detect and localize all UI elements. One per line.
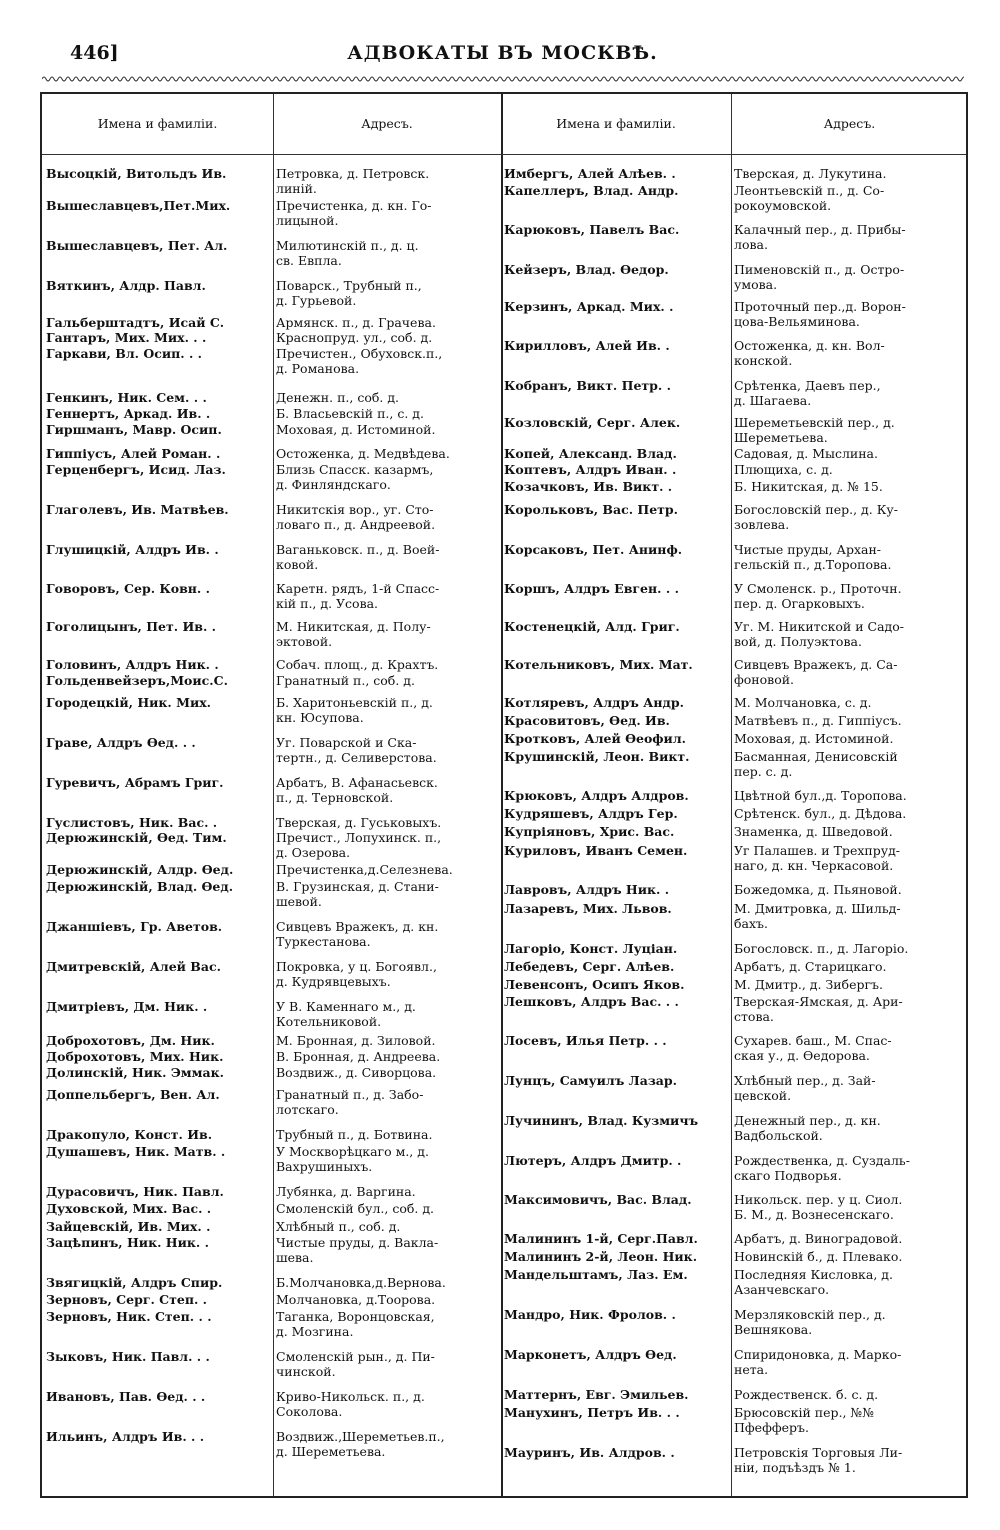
advocate-address: Б.Молчановка,д.Вернова. xyxy=(276,1276,446,1290)
advocate-name: Маттернъ, Евг. Эмильев. xyxy=(504,1388,689,1402)
advocate-name: Манухинъ, Петръ Ив. . . xyxy=(504,1406,680,1420)
advocate-name: Гальберштадтъ, Исай С. xyxy=(46,316,225,330)
advocate-address: Сухарев. баш., М. Спас- ская у., д. Ѳедорова. xyxy=(734,1034,892,1063)
advocate-address: Матвѣевъ п., д. Гиппіусъ. xyxy=(734,714,902,728)
column-header-names-right: Имена и фамиліи. xyxy=(556,116,676,131)
advocate-address: Шереметьевскій пер., д. Шереметьева. xyxy=(734,416,895,445)
advocate-address: Моховая, д. Истоминой. xyxy=(734,732,894,746)
advocate-address: Божедомка, д. Пьяновой. xyxy=(734,883,902,897)
advocate-name: Доброхотовъ, Дм. Ник. xyxy=(46,1034,215,1048)
advocate-name: Доппельбергъ, Вен. Ал. xyxy=(46,1088,220,1102)
advocate-name: Городецкій, Ник. Мих. xyxy=(46,696,212,710)
advocate-name: Капеллеръ, Влад. Андр. xyxy=(504,184,679,198)
advocate-name: Долинскій, Ник. Эммак. xyxy=(46,1066,224,1080)
advocate-name: Коршъ, Алдръ Евген. . . xyxy=(504,582,679,596)
advocate-name: Герценбергъ, Исид. Лаз. xyxy=(46,463,226,477)
advocate-name: Лосевъ, Илья Петр. . . xyxy=(504,1034,667,1048)
advocate-address: Б. Харитоньевскій п., д. кн. Юсупова. xyxy=(276,696,433,725)
advocate-address: М. Никитская, д. Полу- эктовой. xyxy=(276,620,431,649)
advocate-name: Кейзеръ, Влад. Ѳедор. xyxy=(504,263,669,277)
advocate-name: Копей, Александ. Влад. xyxy=(504,447,677,461)
advocate-name: Максимовичъ, Вас. Влад. xyxy=(504,1193,692,1207)
advocate-name: Гуслистовъ, Ник. Вас. . xyxy=(46,816,218,830)
advocate-name: Куриловъ, Иванъ Семен. xyxy=(504,844,688,858)
advocate-name: Вышеславцевъ,Пет.Мих. xyxy=(46,199,231,213)
advocate-address: Воздвиж., д. Сиворцова. xyxy=(276,1066,437,1080)
advocate-name: Красовитовъ, Ѳед. Ив. xyxy=(504,714,670,728)
advocates-table xyxy=(40,92,968,1498)
advocate-address: Хлѣбный пер., д. Зай- цевской. xyxy=(734,1074,876,1103)
advocate-name: Высоцкій, Витольдъ Ив. xyxy=(46,167,227,181)
advocate-name: Зыковъ, Ник. Павл. . . xyxy=(46,1350,210,1364)
advocate-address: Последняя Кисловка, д. Азанчевскаго. xyxy=(734,1268,893,1297)
advocate-address: Петровка, д. Петровск. линій. xyxy=(276,167,430,196)
advocate-address: Армянск. п., д. Грачева. xyxy=(276,316,436,330)
advocate-address: Гранатный п., соб. д. xyxy=(276,674,415,688)
advocate-address: Пименовскій п., д. Остро- умова. xyxy=(734,263,905,292)
advocate-name: Вяткинъ, Алдр. Павл. xyxy=(46,279,206,293)
advocate-address: Денежный пер., д. кн. Вадбольской. xyxy=(734,1114,881,1143)
advocate-name: Дурасовичъ, Ник. Павл. xyxy=(46,1185,224,1199)
advocate-address: Садовая, д. Мыслина. xyxy=(734,447,878,461)
advocate-address: Спиридоновка, д. Марко- нета. xyxy=(734,1348,902,1377)
advocate-name: Корольковъ, Вас. Петр. xyxy=(504,503,678,517)
advocate-address: Краснопруд. ул., соб. д. xyxy=(276,331,433,345)
advocate-address: Калачный пер., д. Прибы- лова. xyxy=(734,223,906,252)
advocate-address: Таганка, Воронцовская, д. Мозгина. xyxy=(276,1310,435,1339)
advocate-name: Дракопуло, Конст. Ив. xyxy=(46,1128,213,1142)
advocate-address: Никитскія вор., уг. Сто- ловаго п., д. Андреевой. xyxy=(276,503,436,532)
advocate-address: Басманная, Денисовскій пер. с. д. xyxy=(734,750,898,779)
advocate-address: У Смоленск. р., Проточн. пер. д. Огарковыхъ. xyxy=(734,582,902,611)
advocate-name: Генкинъ, Ник. Сем. . . xyxy=(46,391,207,405)
advocate-name: Кудряшевъ, Алдръ Гер. xyxy=(504,807,678,821)
advocate-address: Лубянка, д. Варгина. xyxy=(276,1185,416,1199)
advocate-name: Лазаревъ, Мих. Львов. xyxy=(504,902,672,916)
advocate-address: Чистые пруды, д. Ваклa- шева. xyxy=(276,1236,439,1265)
advocate-address: Уг. Поварской и Ска- тертн., д. Селиверстова. xyxy=(276,736,437,765)
advocate-name: Зерновъ, Серг. Степ. . xyxy=(46,1293,208,1307)
advocate-name: Козловскій, Серг. Алек. xyxy=(504,416,681,430)
advocate-address: Воздвиж.,Шереметьев.п., д. Шереметьева. xyxy=(276,1430,445,1459)
advocate-name: Геннертъ, Аркад. Ив. . xyxy=(46,407,211,421)
advocate-address: Криво-Никольск. п., д. Соколова. xyxy=(276,1390,425,1419)
advocate-name: Джаншіевъ, Гр. Аветов. xyxy=(46,920,223,934)
column-header-address-left: Адресъ. xyxy=(361,116,413,131)
advocate-name: Лютеръ, Алдръ Дмитр. . xyxy=(504,1154,682,1168)
advocate-address: Арбатъ, В. Афанасьевск. п., д. Терновской. xyxy=(276,776,438,805)
advocate-name: Зайцевскій, Ив. Мих. . xyxy=(46,1220,211,1234)
advocate-name: Ильинъ, Алдръ Ив. . . xyxy=(46,1430,205,1444)
advocate-address: В. Бронная, д. Андреева. xyxy=(276,1050,441,1064)
advocate-address: Арбатъ, д. Старицкаго. xyxy=(734,960,887,974)
column-header-names-left: Имена и фамиліи. xyxy=(97,116,218,131)
advocate-name: Козачковъ, Ив. Викт. . xyxy=(504,480,673,494)
advocate-address: Остоженка, д. Медвѣдева. xyxy=(276,447,450,461)
advocate-name: Мандельштамъ, Лаз. Ем. xyxy=(504,1268,688,1282)
advocate-address: Арбатъ, д. Виноградовой. xyxy=(734,1232,903,1246)
advocate-name: Гольденвейзеръ,Моис.С. xyxy=(46,674,228,688)
advocate-address: Срѣтенка, Даевъ пер., д. Шагаева. xyxy=(734,379,881,408)
advocate-address: Остоженка, д. кн. Вол- конской. xyxy=(734,339,885,368)
advocate-address: М. Дмитровка, д. Шильд- бахъ. xyxy=(734,902,901,931)
advocate-address: Пречистенка,д.Селезнева. xyxy=(276,863,453,877)
advocate-name: Гиршманъ, Мавр. Осип. xyxy=(46,423,222,437)
page-title: АДВОКАТЫ ВЪ МОСКВѢ. xyxy=(347,42,658,64)
advocate-address: Новинскій б., д. Плевако. xyxy=(734,1250,903,1264)
advocate-address: Брюсовскій пер., №№ Пфефферъ. xyxy=(734,1406,875,1435)
advocate-name: Ивановъ, Пав. Ѳед. . . xyxy=(46,1390,206,1404)
advocate-name: Марконетъ, Алдръ Ѳед. xyxy=(504,1348,677,1362)
advocate-name: Вышеславцевъ, Пет. Ал. xyxy=(46,239,228,253)
column-divider xyxy=(731,94,732,1496)
advocate-address: Молчановка, д.Тоорова. xyxy=(276,1293,436,1307)
advocate-name: Лунцъ, Самуилъ Лазар. xyxy=(504,1074,677,1088)
advocate-name: Лешковъ, Алдръ Вас. . . xyxy=(504,995,679,1009)
advocate-name: Душашевъ, Ник. Матв. . xyxy=(46,1145,226,1159)
advocate-name: Керзинъ, Аркад. Мих. . xyxy=(504,300,674,314)
advocate-address: Хлѣбный п., соб. д. xyxy=(276,1220,401,1234)
advocate-address: У Москворѣцкаго м., д. Вахрушиныхъ. xyxy=(276,1145,429,1174)
advocate-address: Плющиха, с. д. xyxy=(734,463,833,477)
center-divider xyxy=(501,94,503,1496)
advocate-address: Гранатный п., д. Забо- лотскаго. xyxy=(276,1088,424,1117)
advocate-address: Мерзляковскій пер., д. Вешнякова. xyxy=(734,1308,886,1337)
advocate-address: Б. Никитская, д. № 15. xyxy=(734,480,883,494)
advocate-address: Поварск., Трубный п., д. Гурьевой. xyxy=(276,279,422,308)
advocate-address: Уг Палашев. и Трехпруд- наго, д. кн. Черкасовой. xyxy=(734,844,901,873)
advocate-name: Мандро, Ник. Фролов. . xyxy=(504,1308,676,1322)
advocate-address: Собач. площ., д. Крахтъ. xyxy=(276,658,439,672)
advocate-address: Чистые пруды, Архан- гельскій п., д.Торопова. xyxy=(734,543,892,572)
advocate-name: Лучининъ, Влад. Кузмичъ xyxy=(504,1114,699,1128)
advocate-name: Крушинскій, Леон. Викт. xyxy=(504,750,690,764)
advocate-name: Говоровъ, Сер. Ковн. . xyxy=(46,582,210,596)
advocate-address: Пречист., Лопухинск. п., д. Озерова. xyxy=(276,831,442,860)
advocate-name: Кротковъ, Алей Ѳеофил. xyxy=(504,732,686,746)
advocate-address: Рождественка, д. Суздаль- скаго Подворья. xyxy=(734,1154,910,1183)
advocate-address: Цвѣтной бул.,д. Торопова. xyxy=(734,789,907,803)
advocate-name: Котельниковъ, Мих. Мат. xyxy=(504,658,693,672)
advocate-name: Духовской, Мих. Вас. . xyxy=(46,1202,212,1216)
advocate-name: Коптевъ, Алдръ Иван. . xyxy=(504,463,677,477)
advocate-address: В. Грузинская, д. Стани- шевой. xyxy=(276,880,439,909)
advocate-address: Проточный пер.,д. Ворон- цова-Вельяминова. xyxy=(734,300,906,329)
advocate-address: Богословскій пер., д. Ку- зовлева. xyxy=(734,503,898,532)
advocate-address: Сивцевъ Вражекъ, д. кн. Туркестанова. xyxy=(276,920,439,949)
advocate-address: М. Бронная, д. Зиловой. xyxy=(276,1034,436,1048)
advocate-name: Имбергъ, Алей Алѣев. . xyxy=(504,167,676,181)
advocate-name: Глушицкій, Алдръ Ив. . xyxy=(46,543,219,557)
advocate-name: Мауринъ, Ив. Алдров. . xyxy=(504,1446,675,1460)
advocate-address: Смоленскій бул., соб. д. xyxy=(276,1202,435,1216)
advocate-address: Милютинскій п., д. ц. св. Евпла. xyxy=(276,239,419,268)
advocate-name: Лебедевъ, Серг. Алѣев. xyxy=(504,960,675,974)
advocate-address: Тверская, д. Лукутина. xyxy=(734,167,887,181)
advocate-name: Граве, Алдръ Ѳед. . . xyxy=(46,736,196,750)
advocate-name: Гоголицынъ, Пет. Ив. . xyxy=(46,620,217,634)
advocate-address: Тверская-Ямская, д. Ари- стова. xyxy=(734,995,903,1024)
advocate-address: Б. Власьевскій п., с. д. xyxy=(276,407,424,421)
advocate-address: Пречистен., Обуховск.п., д. Романова. xyxy=(276,347,443,376)
advocate-name: Кирилловъ, Алей Ив. . xyxy=(504,339,670,353)
advocate-address: Каретн. рядъ, 1-й Спасс- кій п., д. Усова. xyxy=(276,582,440,611)
advocate-name: Гантаръ, Мих. Мих. . . xyxy=(46,331,207,345)
advocate-address: М. Молчановка, с. д. xyxy=(734,696,872,710)
advocate-address: Денежн. п., соб. д. xyxy=(276,391,399,405)
advocate-name: Головинъ, Алдръ Ник. . xyxy=(46,658,219,672)
decorative-wavy-rule xyxy=(42,74,964,84)
advocate-name: Костенецкій, Алд. Григ. xyxy=(504,620,680,634)
advocate-name: Корсаковъ, Пет. Анинф. xyxy=(504,543,683,557)
advocate-name: Купріяновъ, Хрис. Вас. xyxy=(504,825,675,839)
page-number: 446] xyxy=(70,42,119,64)
advocate-name: Гаркави, Вл. Осип. . . xyxy=(46,347,203,361)
column-divider xyxy=(273,94,274,1496)
advocate-address: Богословск. п., д. Лагоріо. xyxy=(734,942,909,956)
advocate-address: Ваганьковск. п., д. Воей- ковой. xyxy=(276,543,440,572)
advocate-address: Петровскія Торговыя Ли- ніи, подъѣздъ № 1. xyxy=(734,1446,903,1475)
page-header xyxy=(40,38,965,78)
advocate-name: Карюковъ, Павелъ Вас. xyxy=(504,223,680,237)
advocate-name: Дерюжинскій, Ѳед. Тим. xyxy=(46,831,227,845)
advocate-name: Гуревичъ, Абрамъ Григ. xyxy=(46,776,224,790)
advocate-name: Звягицкій, Алдръ Спир. xyxy=(46,1276,223,1290)
advocate-name: Дмитревскій, Алей Вас. xyxy=(46,960,221,974)
advocate-address: Сивцевъ Вражекъ, д. Са- фоновой. xyxy=(734,658,898,687)
advocate-address: Рождественск. б. с. д. xyxy=(734,1388,879,1402)
advocate-name: Дерюжинскій, Влад. Ѳед. xyxy=(46,880,234,894)
advocate-name: Лагоріо, Конст. Луціан. xyxy=(504,942,678,956)
advocate-name: Левенсонъ, Осипъ Яков. xyxy=(504,978,685,992)
column-header-address-right: Адресъ. xyxy=(823,116,876,131)
advocate-name: Зацѣпинъ, Ник. Ник. . xyxy=(46,1236,209,1250)
advocate-address: Тверская, д. Гуськовыхъ. xyxy=(276,816,442,830)
advocate-address: Моховая, д. Истоминой. xyxy=(276,423,436,437)
advocate-address: Пречистенка, д. кн. Го- лицыной. xyxy=(276,199,432,228)
advocate-name: Доброхотовъ, Мих. Ник. xyxy=(46,1050,224,1064)
advocate-address: М. Дмитр., д. Зибергъ. xyxy=(734,978,883,992)
advocate-name: Малининъ 1-й, Серг.Павл. xyxy=(504,1232,698,1246)
advocate-name: Кобранъ, Викт. Петр. . xyxy=(504,379,671,393)
advocate-name: Котляревъ, Алдръ Андр. xyxy=(504,696,684,710)
advocate-address: Близь Спасск. казармъ, д. Финляндскаго. xyxy=(276,463,434,492)
advocate-name: Крюковъ, Алдръ Алдров. xyxy=(504,789,689,803)
advocate-name: Дмитріевъ, Дм. Ник. . xyxy=(46,1000,208,1014)
advocate-address: Срѣтенск. бул., д. Дѣдова. xyxy=(734,807,907,821)
advocate-name: Лавровъ, Алдръ Ник. . xyxy=(504,883,670,897)
advocate-address: Знаменка, д. Шведовой. xyxy=(734,825,893,839)
advocate-address: Никольск. пер. у ц. Сиол. Б. М., д. Вознесенскаго. xyxy=(734,1193,903,1222)
header-rule xyxy=(42,154,966,155)
advocate-name: Зерновъ, Ник. Степ. . . xyxy=(46,1310,212,1324)
advocate-address: Покровка, у ц. Богоявл., д. Кудрявцевыхъ. xyxy=(276,960,437,989)
advocate-address: Трубный п., д. Ботвина. xyxy=(276,1128,433,1142)
advocate-name: Гиппіусъ, Алей Роман. . xyxy=(46,447,221,461)
advocate-name: Глаголевъ, Ив. Матвѣев. xyxy=(46,503,229,517)
advocate-address: Леонтьевскій п., д. Со- рокоумовской. xyxy=(734,184,885,213)
advocate-address: Уг. М. Никитской и Садо- вой, д. Полуэктова. xyxy=(734,620,904,649)
advocate-address: У В. Каменнаго м., д. Котельниковой. xyxy=(276,1000,416,1029)
advocate-address: Смоленскій рын., д. Пи- чинской. xyxy=(276,1350,435,1379)
advocate-name: Малининъ 2-й, Леон. Ник. xyxy=(504,1250,698,1264)
advocate-name: Дерюжинскій, Алдр. Ѳед. xyxy=(46,863,234,877)
